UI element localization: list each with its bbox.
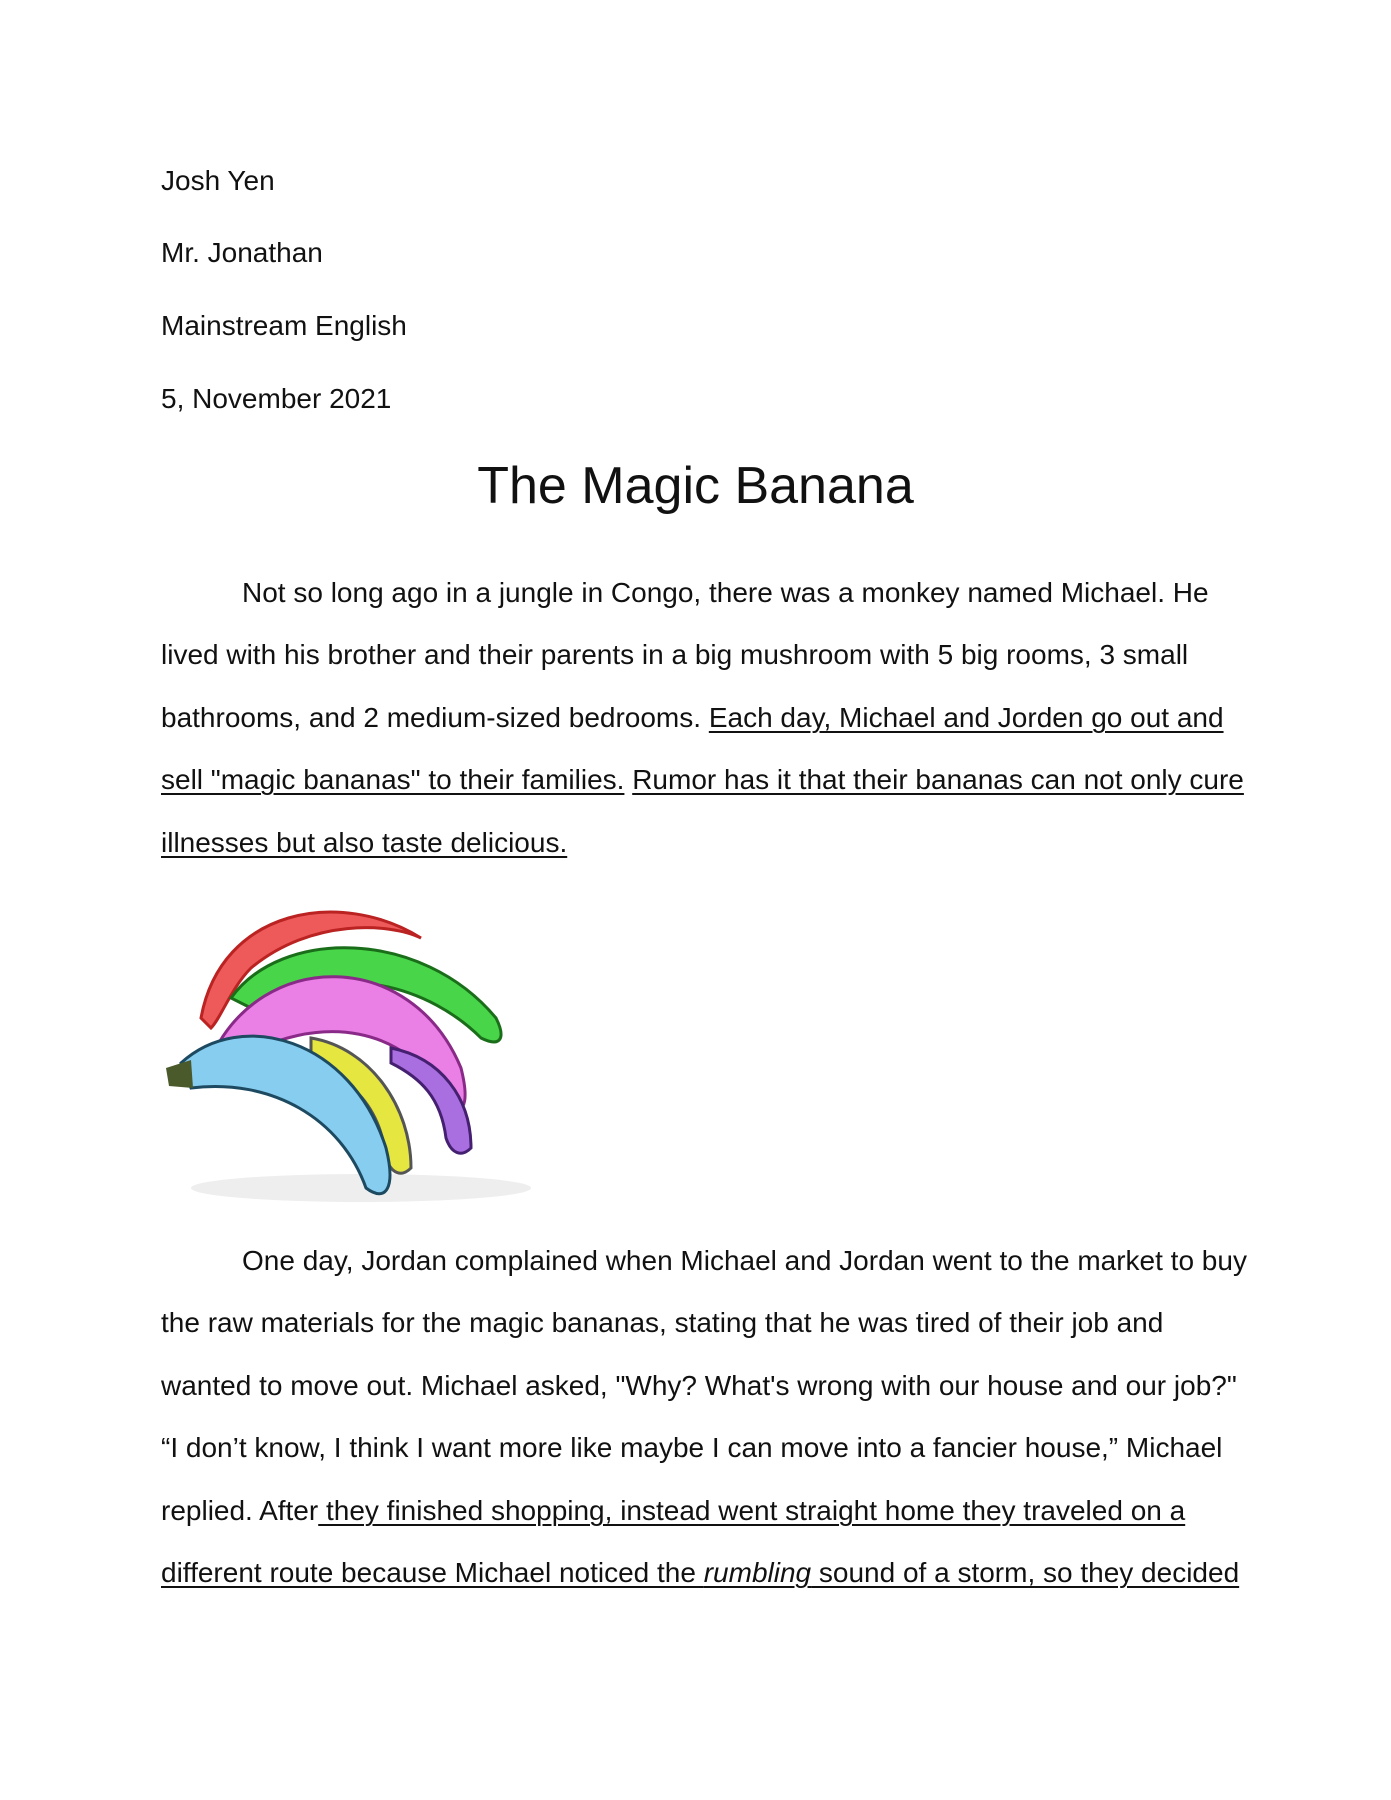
author-name: Josh Yen [161,165,275,196]
italic-word: rumbling [703,1557,812,1588]
underlined-text: sell "magic bananas" to their families. [161,764,625,795]
text-line [161,704,1224,732]
text-line: lived with his brother and their parents in a big mushroom with 5 big rooms, 3 small [161,639,1189,670]
document-title: The Magic Banana [477,457,914,515]
underlined-text: sound of a storm, so they decided [811,1557,1240,1588]
text-span: replied. After [161,1495,319,1526]
underlined-text: they finished shopping, instead went straight home they traveled on a [318,1495,1186,1526]
underlined-text: different route because Michael noticed the [161,1557,704,1588]
underlined-text: Each day, Michael and Jorden go out and [708,702,1224,733]
text-line: One day, Jordan complained when Michael and Jordan went to the market to buy [242,1245,1247,1276]
text-line: wanted to move out. Michael asked, "Why? What's wrong with our house and our job?" [161,1370,1237,1401]
teacher-name: Mr. Jonathan [161,237,323,268]
text-line [161,829,567,857]
text-line: Not so long ago in a jungle in Congo, there was a monkey named Michael. He [242,577,1209,608]
text-line [161,766,1244,794]
underlined-text: illnesses but also taste delicious. [161,827,568,858]
text-line [161,1559,1239,1587]
colorful-bananas-image [161,888,563,1206]
underlined-text: Rumor has it that their bananas can not only cure [632,764,1244,795]
course-name: Mainstream English [161,310,407,341]
text-line: the raw materials for the magic bananas, stating that he was tired of their job and [161,1307,1164,1338]
text-line [161,1497,1185,1525]
date: 5, November 2021 [161,383,392,414]
text-span: bathrooms, and 2 medium-sized bedrooms. [161,702,709,733]
text-line: “I don’t know, I think I want more like maybe I can move into a fancier house,” Michael [161,1432,1223,1463]
